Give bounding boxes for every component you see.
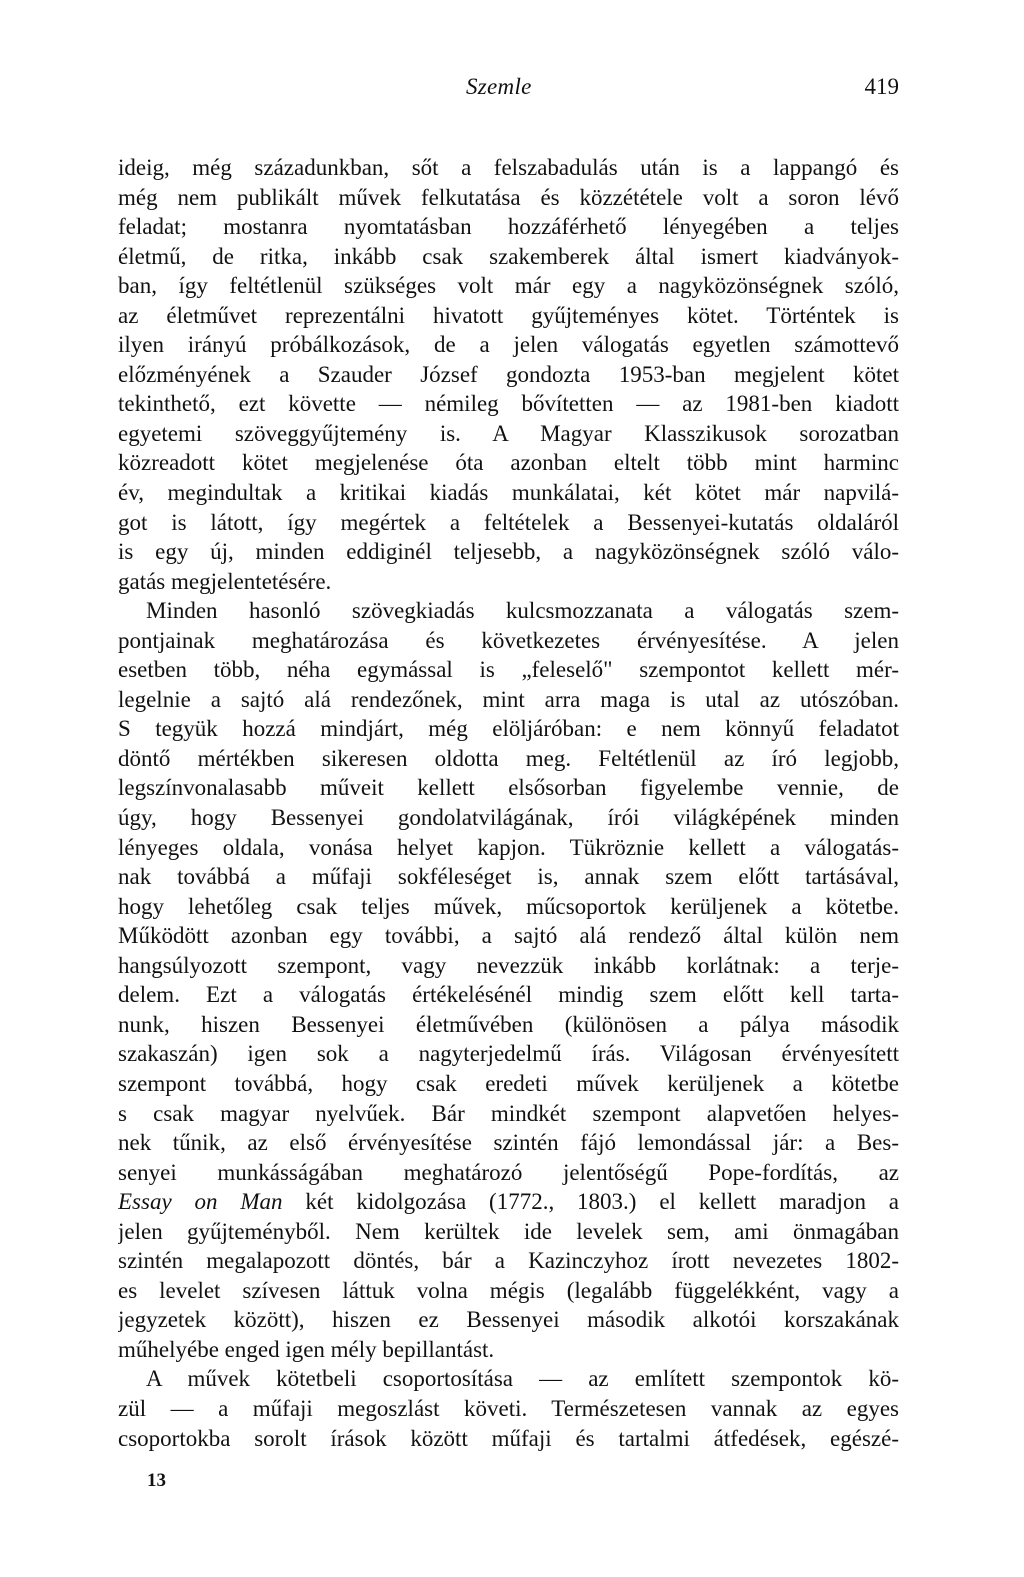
text-line: csoportokba sorolt írások között műfaji és tartalmi átfedések, egészé- <box>118 1425 899 1451</box>
text-line: feladat; mostanra nyomtatásban hozzáférhető lényegében a teljes <box>118 214 899 240</box>
page-number: 419 <box>864 74 899 99</box>
text-line: is egy új, minden eddiginél teljesebb, a nagyközönségnek szóló válo- <box>118 539 899 565</box>
text-line: hogy lehetőleg csak teljes művek, műcsoportok kerüljenek a kötetbe. <box>118 893 899 919</box>
text-line: szintén megalapozott döntés, bár a Kazinczyhoz írott nevezetes 1802- <box>118 1248 899 1274</box>
text-line: egyetemi szöveggyűjtemény is. A Magyar Klasszikusok sorozatban <box>118 420 899 446</box>
text-line: Működött azonban egy további, a sajtó alá rendező által külön nem <box>118 923 899 949</box>
text-line: delem. Ezt a válogatás értékelésénél mindig szem előtt kell tarta- <box>118 982 899 1008</box>
text-line: pontjainak meghatározása és következetes érvényesítése. A jelen <box>118 627 899 653</box>
text-line: jegyzetek között), hiszen ez Bessenyei második alkotói korszakának <box>118 1307 899 1333</box>
text-line: tekinthető, ezt követte — némileg bővítetten — az 1981-ben kiadott <box>118 391 899 417</box>
text-line: szakaszán) igen sok a nagyterjedelmű írás. Világosan érvényesített <box>118 1041 899 1067</box>
italic-book-title: Essay on Man <box>118 1189 283 1215</box>
text-line: got is látott, így megértek a feltételek a Bessenyei-kutatás oldaláról <box>118 509 899 535</box>
text-line: nak továbbá a műfaji sokféleséget is, annak szem előtt tartásával, <box>118 864 899 890</box>
text-line: úgy, hogy Bessenyei gondolatvilágának, írói világképének minden <box>118 805 899 831</box>
text-line: szempont továbbá, hogy csak eredeti művek kerüljenek a kötetbe <box>118 1070 899 1096</box>
text-line: es levelet szívesen láttuk volna mégis (legalább függelékként, vagy a <box>118 1277 899 1303</box>
text-line: életmű, de ritka, inkább csak szakemberek által ismert kiadványok- <box>118 243 899 269</box>
running-head-title: Szemle <box>466 74 532 99</box>
text-line: ideig, még századunkban, sőt a felszabadulás után is a lappangó és <box>118 155 899 180</box>
text-line: zül — a műfaji megoszlást követi. Természetesen vannak az egyes <box>118 1395 899 1421</box>
text-line: ban, így feltétlenül szükséges volt már egy a nagyközönségnek szóló, <box>118 273 899 299</box>
text-line: az életművet reprezentálni hivatott gyűjteményes kötet. Történtek is <box>118 302 899 328</box>
text-line: ilyen irányú próbálkozások, de a jelen válogatás egyetlen számottevő <box>118 332 899 358</box>
text-line-remainder: két kidolgozása (1772., 1803.) el kellett maradjon a <box>305 1189 899 1215</box>
text-line: nek tűnik, az első érvényesítése szintén fájó lemondással jár: a Bes- <box>118 1130 899 1156</box>
text-line: hangsúlyozott szempont, vagy nevezzük inkább korlátnak: a terje- <box>118 952 899 978</box>
paragraph-first-line: A művek kötetbeli csoportosítása — az említett szempontok kö- <box>146 1366 899 1392</box>
text-line: gatás megjelentetésére. <box>118 568 332 594</box>
text-line: esetben több, néha egymással is „feleselő" szempontot kellett mér- <box>118 657 899 683</box>
text-line: S tegyük hozzá mindjárt, még elöljáróban: e nem könnyű feladatot <box>118 716 899 742</box>
text-line: jelen gyűjteményből. Nem kerültek ide levelek sem, ami önmagában <box>118 1218 899 1244</box>
text-line-with-italic-title <box>118 1187 899 1217</box>
text-line: előzményének a Szauder József gondozta 1953-ban megjelent kötet <box>118 361 899 387</box>
signature-mark: 13 <box>147 1470 166 1491</box>
text-line: lényeges oldala, vonása helyet kapjon. Tükröznie kellett a válogatás- <box>118 834 899 860</box>
text-line: s csak magyar nyelvűek. Bár mindkét szempont alapvetően helyes- <box>118 1100 899 1126</box>
text-line: közreadott kötet megjelenése óta azonban eltelt több mint harminc <box>118 450 899 476</box>
text-line: döntő mértékben sikeresen oldotta meg. Feltétlenül az író legjobb, <box>118 745 899 771</box>
body-text <box>118 153 899 1453</box>
text-line: év, megindultak a kritikai kiadás munkálatai, két kötet már napvilá- <box>118 480 899 506</box>
text-line: még nem publikált művek felkutatása és közzététele volt a soron lévő <box>118 184 899 210</box>
text-line: senyei munkásságában meghatározó jelentőségű Pope-fordítás, az <box>118 1159 899 1185</box>
paragraph-first-line: Minden hasonló szövegkiadás kulcsmozzanata a válogatás szem- <box>146 598 899 624</box>
text-line: legszínvonalasabb műveit kellett elsősorban figyelembe vennie, de <box>118 775 899 801</box>
text-line: legelnie a sajtó alá rendezőnek, mint arra maga is utal az utószóban. <box>118 686 899 712</box>
text-line: műhelyébe enged igen mély bepillantást. <box>118 1336 495 1362</box>
text-line: nunk, hiszen Bessenyei életművében (különösen a pálya második <box>118 1011 899 1037</box>
